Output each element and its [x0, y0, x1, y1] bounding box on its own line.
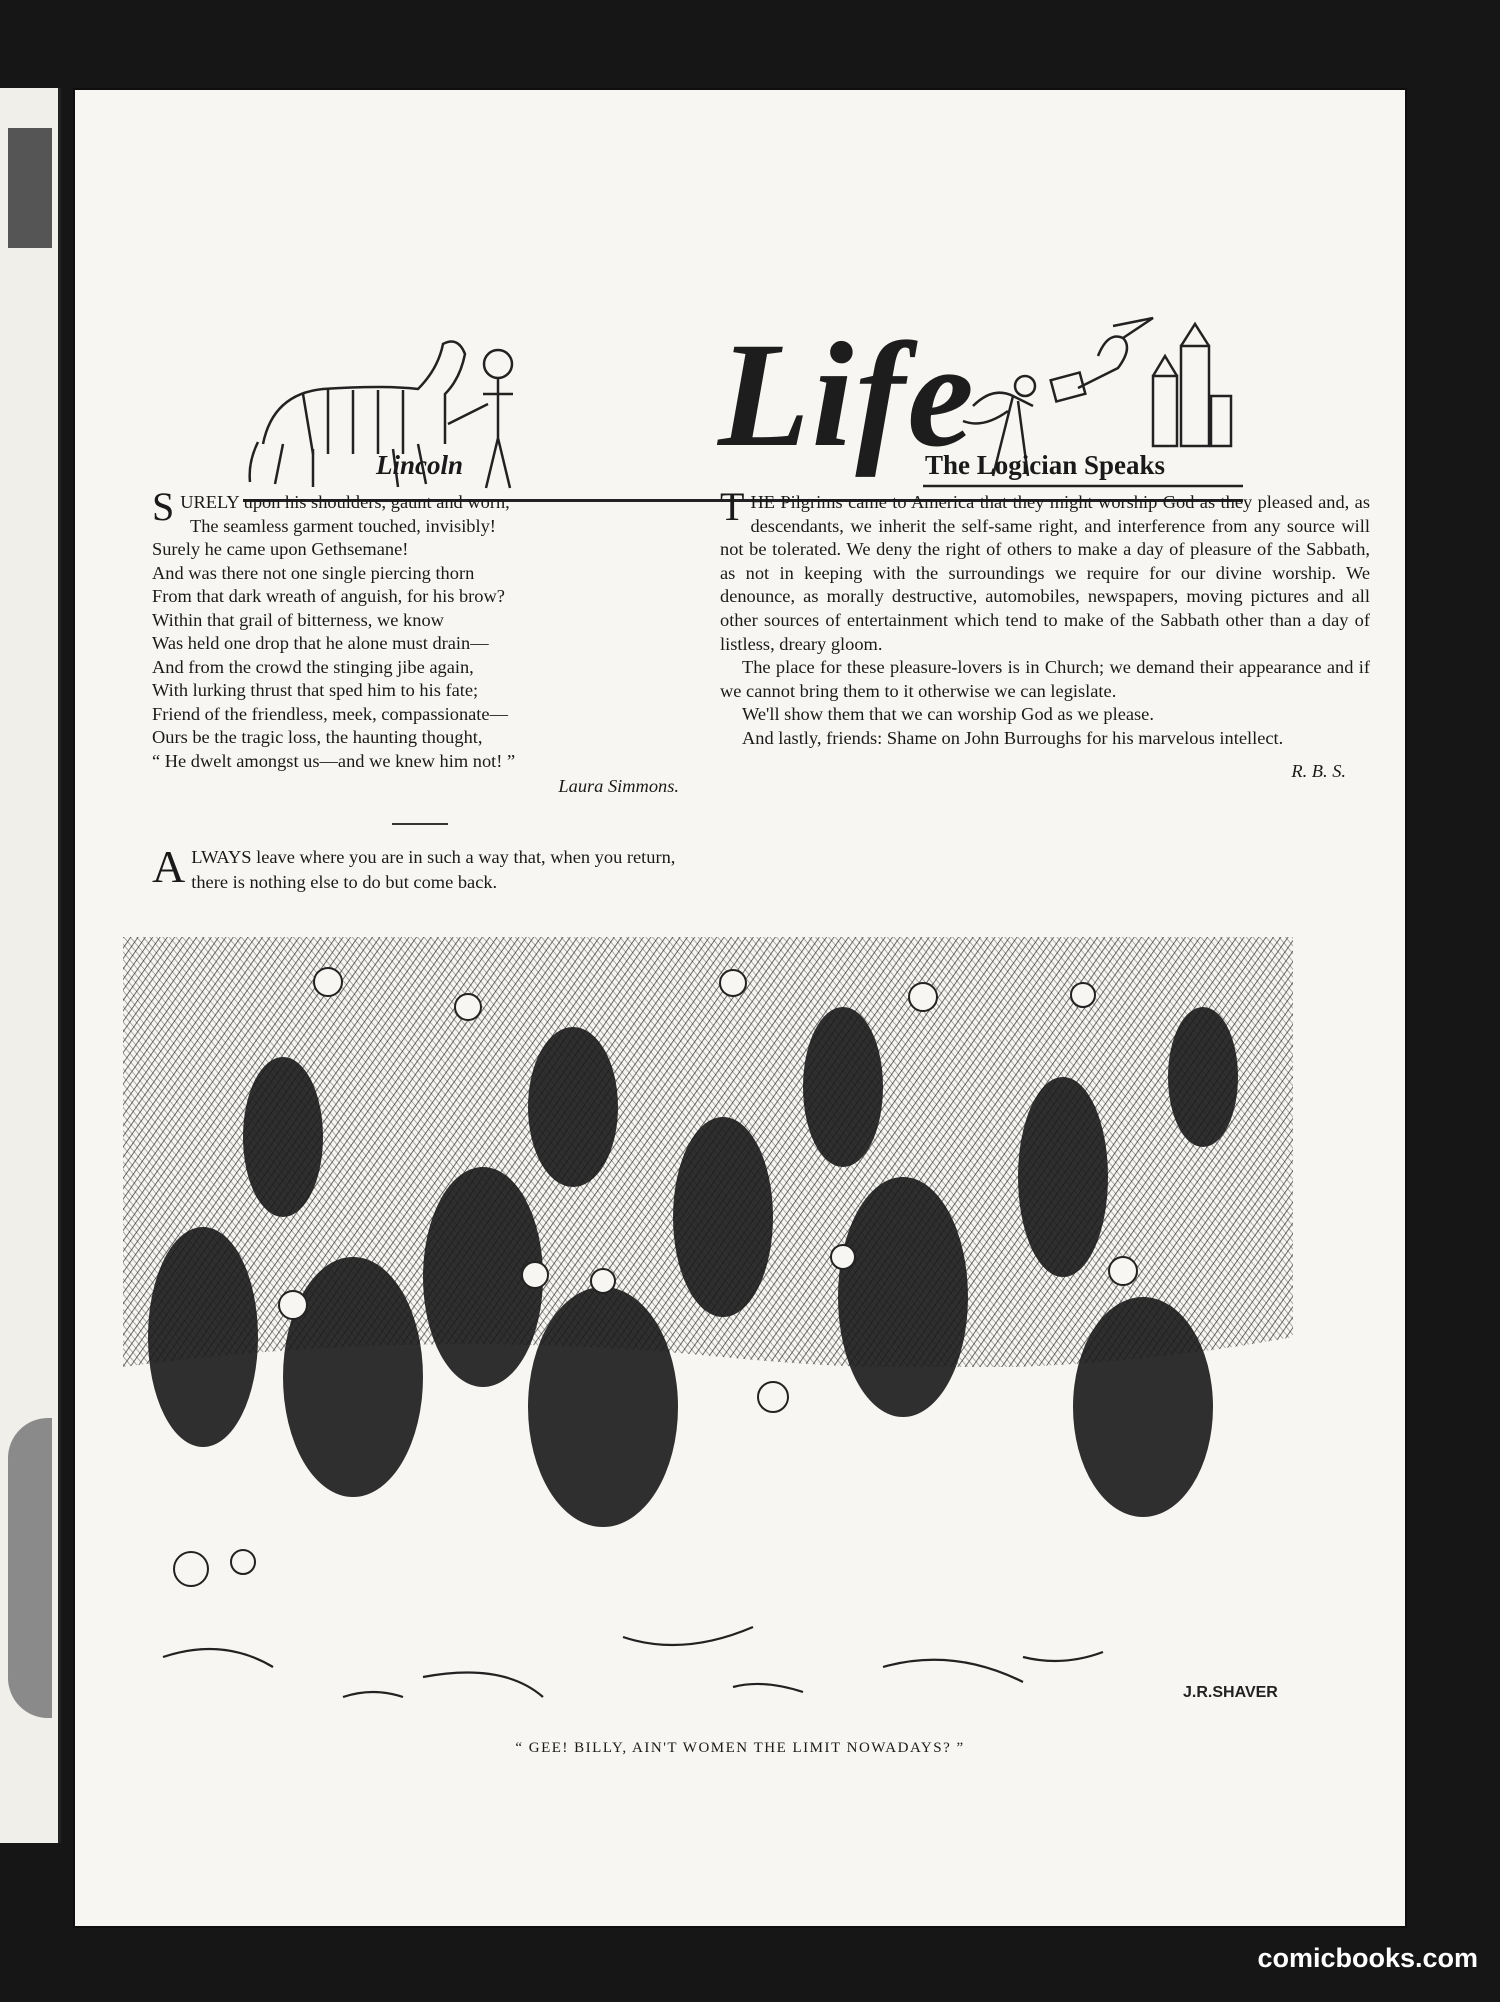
essay-paragraph: We'll show them that we can worship God as we please. [742, 704, 1154, 725]
poem-title: Lincoln [375, 450, 463, 480]
poem-line: Within that grail of bitterness, we know [152, 609, 444, 630]
essay-title: The Logician Speaks [924, 450, 1166, 480]
poem-line: And was there not one single piercing thorn [152, 562, 475, 583]
aphorism: ALWAYS leave where you are in such a way that, when you return, there is nothing else to do but come back. [152, 841, 676, 892]
poem-line: Was held one drop that he alone must drain— [152, 633, 489, 653]
poem-line: The seamless garment touched, invisibly! [190, 515, 496, 536]
essay-paragraph: THE Pilgrims came to America that they might worship God as they pleased and, as descendants, we inherit the self-same right, and interference from any source will not be tolerated. We deny the right of others to make a day of pleasure of the Sabbath, as not in keeping with the surroundings we require for our divine worship. We denounce, as morally destructive, automobiles, newspapers, moving pictures and all other sources of entertainment which tend to make of the Sabbath other than a day of listless, dreary gloom. [720, 484, 1370, 654]
poem-line: With lurking thrust that sped him to his fate; [152, 680, 479, 700]
poem-lincoln [152, 484, 687, 773]
poem-line: From that dark wreath of anguish, for his brow? [152, 586, 505, 606]
essay-paragraph: And lastly, friends: Shame on John Burroughs for his marvelous intellect. [742, 727, 1284, 748]
poem-line: SURELY upon his shoulders, gaunt and worn, [152, 484, 510, 529]
poem-line: Ours be the tragic loss, the haunting thought, [152, 727, 483, 747]
magazine-logo: Life [718, 312, 976, 478]
watermark: comicbooks.com [1257, 1943, 1478, 1973]
adjacent-page-edge [0, 88, 61, 1843]
essay-paragraph: The place for these pleasure-lovers is in Church; we demand their appearance and if we cannot bring them to it otherwise we can legislate. [720, 657, 1370, 701]
poem-line: “ He dwelt amongst us—and we knew him not! ” [152, 750, 516, 771]
magazine-page [75, 90, 1405, 1926]
poem-line: Friend of the friendless, meek, compassionate— [152, 703, 508, 724]
snowball-fight-cartoon [123, 937, 1293, 1724]
divider [392, 823, 448, 825]
poem-author: Laura Simmons. [558, 776, 679, 796]
essay-author: R. B. S. [1291, 760, 1346, 781]
right-column [720, 450, 1370, 782]
poem-line: Surely he came upon Gethsemane! [152, 539, 409, 559]
poem-line: And from the crowd the stinging jibe again, [152, 656, 474, 677]
cartoon-caption: “ GEE! BILLY, AIN'T WOMEN THE LIMIT NOWADAYS? ” [515, 1740, 965, 1756]
left-column [152, 450, 687, 895]
artist-signature: J.R.SHAVER [1183, 1684, 1278, 1701]
